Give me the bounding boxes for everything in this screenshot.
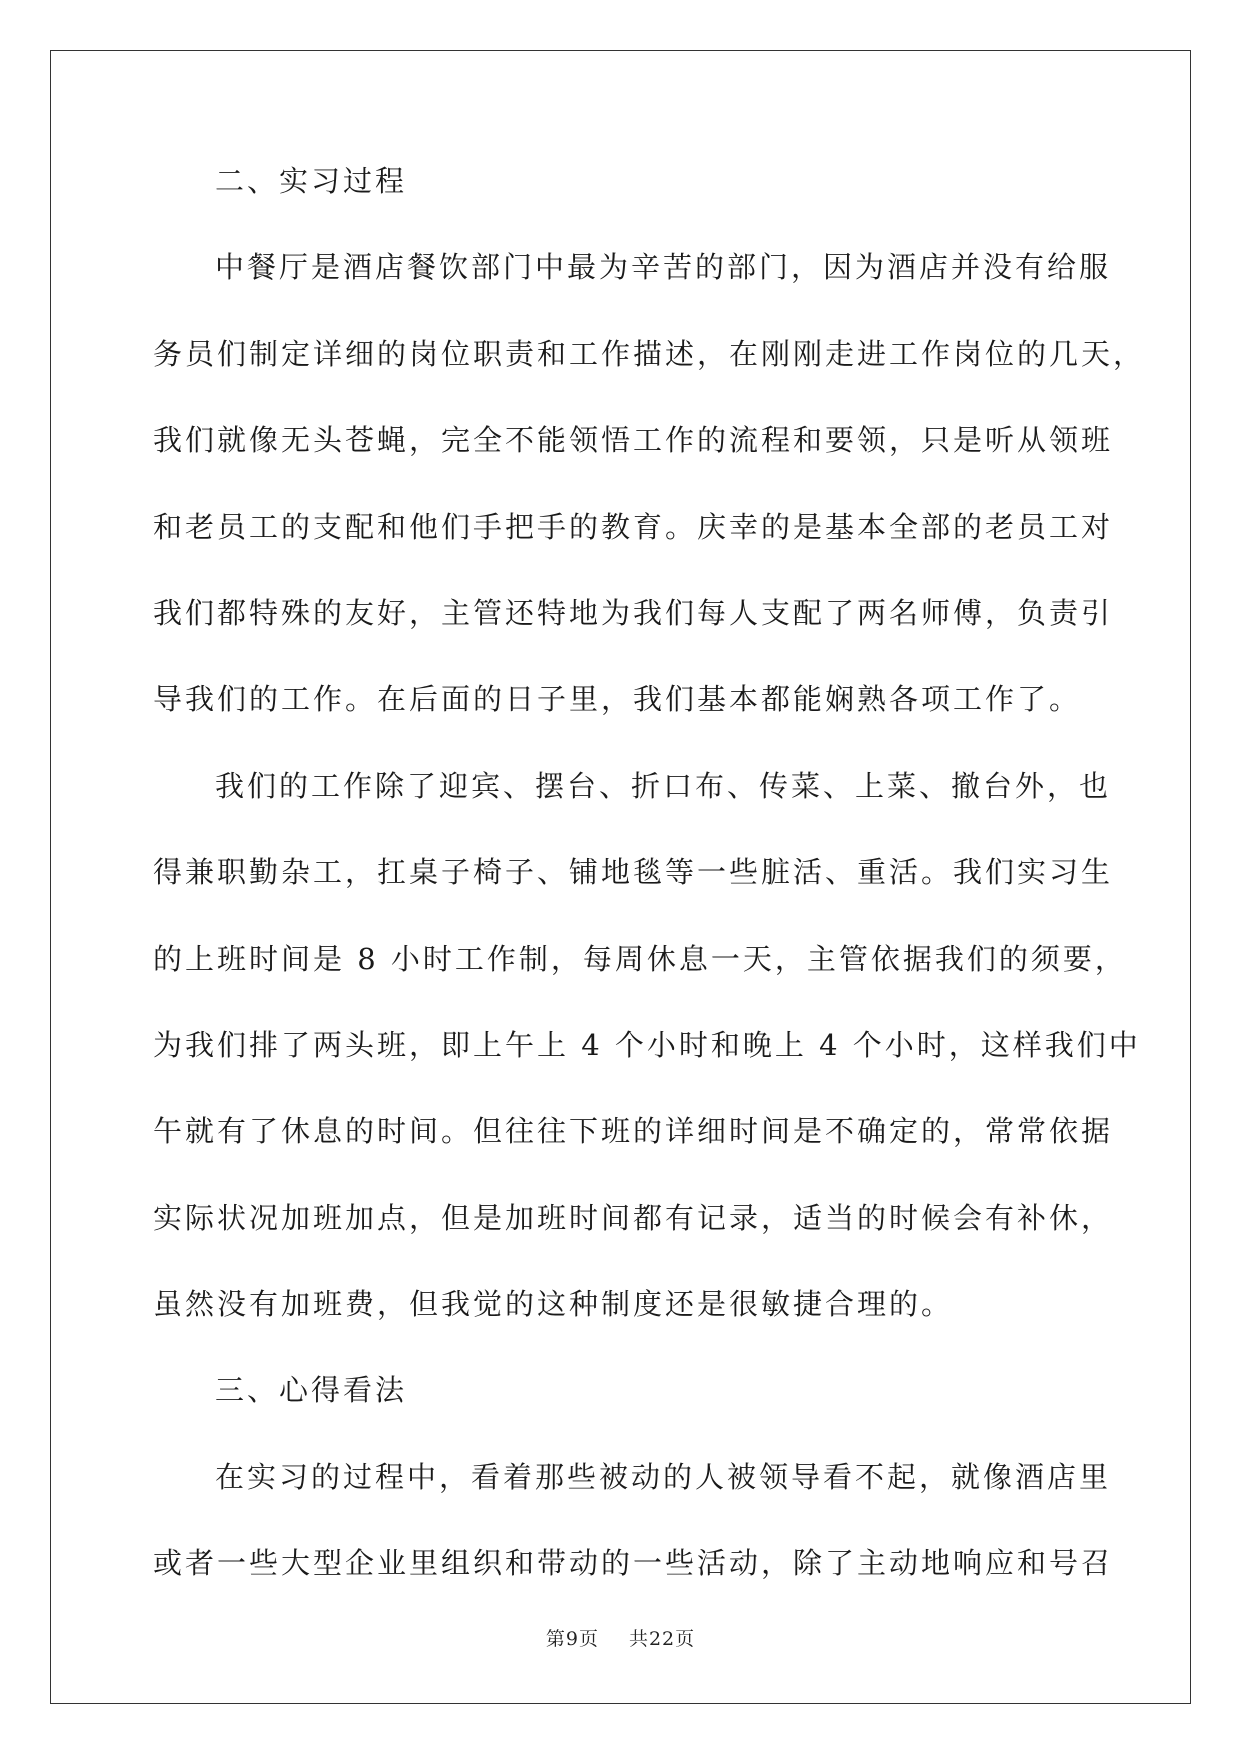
paragraph-line: 或者一些大型企业里组织和带动的一些活动，除了主动地响应和号召 [153, 1546, 1114, 1581]
paragraph-line: 午就有了休息的时间。但往往下班的详细时间是不确定的，常常依据 [153, 1114, 1114, 1149]
page-number: 第9页 [545, 1628, 599, 1650]
paragraph-line: 在实习的过程中，看着那些被动的人被领导看不起，就像酒店里 [215, 1459, 1112, 1494]
paragraph-line: 虽然没有加班费，但我觉的这种制度还是很敏捷合理的。 [153, 1287, 954, 1322]
paragraph-line: 我们都特殊的友好，主管还特地为我们每人支配了两名师傅，负责引 [153, 595, 1114, 630]
section-heading: 二、实习过程 [215, 164, 408, 198]
paragraph-line: 为我们排了两头班，即上午上 4 个小时和晚上 4 个小时，这样我们中 [153, 1027, 1141, 1062]
paragraph-line: 的上班时间是 8 小时工作制，每周休息一天，主管依据我们的须要， [153, 941, 1127, 976]
paragraph-line: 我们的工作除了迎宾、摆台、折口布、传菜、上菜、撤台外，也 [215, 768, 1112, 803]
paragraph-line: 务员们制定详细的岗位职责和工作描述，在刚刚走进工作岗位的几天， [153, 336, 1146, 371]
paragraph-line: 得兼职勤杂工，扛桌子椅子、铺地毯等一些脏活、重活。我们实习生 [153, 855, 1114, 890]
paragraph-line: 中餐厅是酒店餐饮部门中最为辛苦的部门，因为酒店并没有给服 [215, 250, 1112, 285]
paragraph-line: 和老员工的支配和他们手把手的教育。庆幸的是基本全部的老员工对 [153, 509, 1114, 544]
document-body [153, 162, 1146, 1631]
paragraph-line: 我们就像无头苍蝇，完全不能领悟工作的流程和要领，只是听从领班 [153, 423, 1114, 458]
paragraph-line: 实际状况加班加点，但是加班时间都有记录，适当的时候会有补休， [153, 1200, 1114, 1235]
page-footer [0, 1627, 1241, 1651]
page-total: 共22页 [628, 1628, 696, 1650]
section-heading: 三、心得看法 [215, 1373, 408, 1408]
paragraph-line: 导我们的工作。在后面的日子里，我们基本都能娴熟各项工作了。 [153, 682, 1082, 717]
